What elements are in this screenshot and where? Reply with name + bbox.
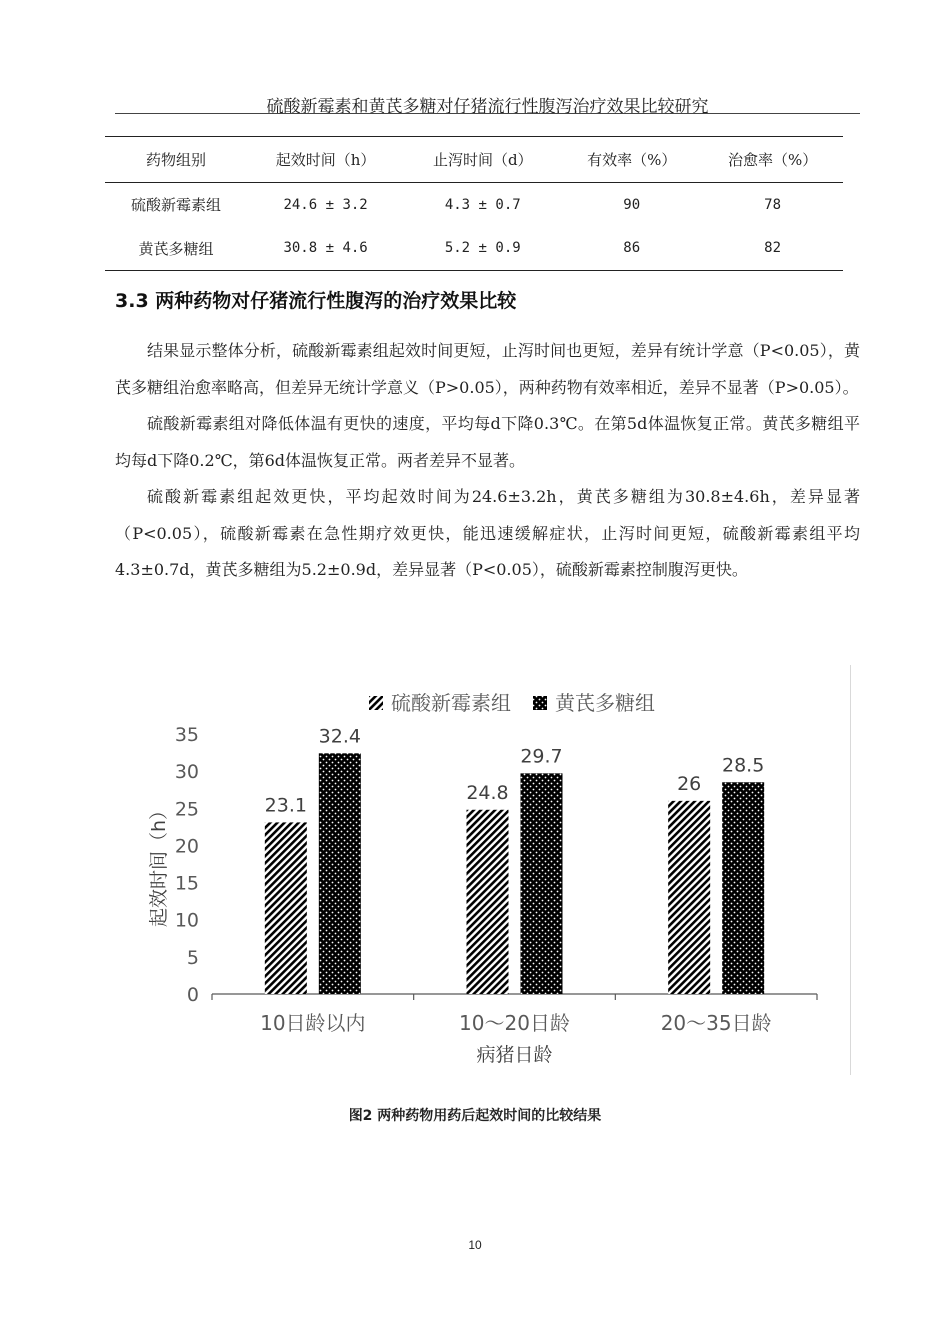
section-heading: 3.3 两种药物对仔猪流行性腹泻的治疗效果比较: [115, 290, 517, 312]
figure-caption: 图2 两种药物用药后起效时间的比较结果: [348, 1108, 602, 1124]
chart-legend: [369, 691, 655, 715]
x-axis-title: 病猪日龄: [476, 1044, 553, 1066]
chart-svg: [115, 665, 850, 1075]
y-tick-label: 0: [186, 984, 199, 1006]
bar: [319, 753, 361, 994]
column-header: 有效率（%）: [587, 151, 677, 169]
paragraph: 硫酸新霉素组对降低体温有更快的速度，平均每d下降0.3℃。在第5d体温恢复正常。黄芪多糖组平均每d下降0.2℃，第6d体温恢复正常。两者差异不显著。: [115, 414, 860, 470]
y-tick-label: 25: [174, 798, 199, 821]
column-header: 起效时间（h）: [275, 151, 376, 169]
column-header: 止泻时间（d）: [432, 151, 533, 169]
table-cell: 硫酸新霉素组: [130, 196, 221, 215]
y-tick-label: 15: [174, 872, 199, 895]
table-header-row: [105, 137, 843, 183]
table-cell: 5.2 ± 0.9: [444, 240, 521, 257]
y-tick-label: 10: [174, 909, 199, 932]
bar: [722, 782, 764, 994]
header-rule: [115, 113, 860, 114]
table-row: [105, 227, 843, 271]
bar: [521, 773, 563, 994]
y-tick-label: 20: [174, 835, 199, 858]
table-cell: 黄芪多糖组: [138, 239, 214, 258]
y-tick-label: 30: [174, 761, 199, 784]
legend-swatch: [533, 696, 547, 710]
legend-label: 硫酸新霉素组: [391, 691, 511, 715]
bar-value-label: 32.4: [318, 725, 361, 748]
bar-value-label: 24.8: [466, 781, 509, 804]
table-cell: 82: [764, 240, 781, 257]
table-cell: 24.6 ± 3.2: [283, 196, 368, 213]
x-tick-label: 10～20日龄: [459, 1011, 570, 1035]
legend-swatch: [369, 696, 383, 710]
body-text: [115, 333, 860, 589]
bar-value-label: 28.5: [722, 754, 765, 777]
paragraph: 硫酸新霉素组起效更快，平均起效时间为24.6±3.2h，黄芪多糖组为30.8±4.6h，差异显著（P<0.05），硫酸新霉素在急性期疗效更快，能迅速缓解症状，止泻时间更短，硫酸新霉素组平均4.3±0.7d，黄芪多糖组为5.2±0.9d，差异显著（P<0.05），硫酸新霉素控制腹泻更快。: [115, 487, 860, 579]
column-header: 治愈率（%）: [727, 151, 818, 169]
legend-label: 黄芪多糖组: [555, 691, 655, 715]
column-header: 药物组别: [145, 151, 206, 169]
results-table: [105, 136, 843, 271]
bar: [265, 822, 307, 994]
onset-time-chart: [115, 665, 851, 1075]
x-tick-label: 10日龄以内: [260, 1011, 366, 1035]
table-cell: 90: [623, 196, 641, 213]
y-tick-label: 5: [186, 946, 199, 969]
table-cell: 86: [623, 240, 641, 257]
running-header: 硫酸新霉素和黄芪多糖对仔猪流行性腹泻治疗效果比较研究: [266, 97, 709, 117]
bar-value-label: 26: [677, 772, 702, 795]
bar-value-label: 29.7: [520, 745, 563, 768]
page-number: 10: [468, 1238, 482, 1252]
table-cell: 4.3 ± 0.7: [444, 196, 521, 213]
bar: [467, 810, 509, 994]
bar: [668, 801, 710, 994]
paragraph: 结果显示整体分析，硫酸新霉素组起效时间更短，止泻时间也更短，差异有统计学意（P<0.05），黄芪多糖组治愈率略高，但差异无统计学意义（P>0.05），两种药物有效率相近，差异不显著（P>0.05）。: [115, 341, 860, 397]
y-tick-label: 35: [174, 724, 199, 746]
table-cell: 30.8 ± 4.6: [283, 240, 368, 257]
bar-value-label: 23.1: [264, 794, 307, 817]
table-cell: 78: [764, 196, 781, 213]
y-axis-title: 起效时间（h）: [148, 800, 170, 928]
table-row: [105, 183, 843, 227]
x-tick-label: 20～35日龄: [660, 1011, 772, 1035]
